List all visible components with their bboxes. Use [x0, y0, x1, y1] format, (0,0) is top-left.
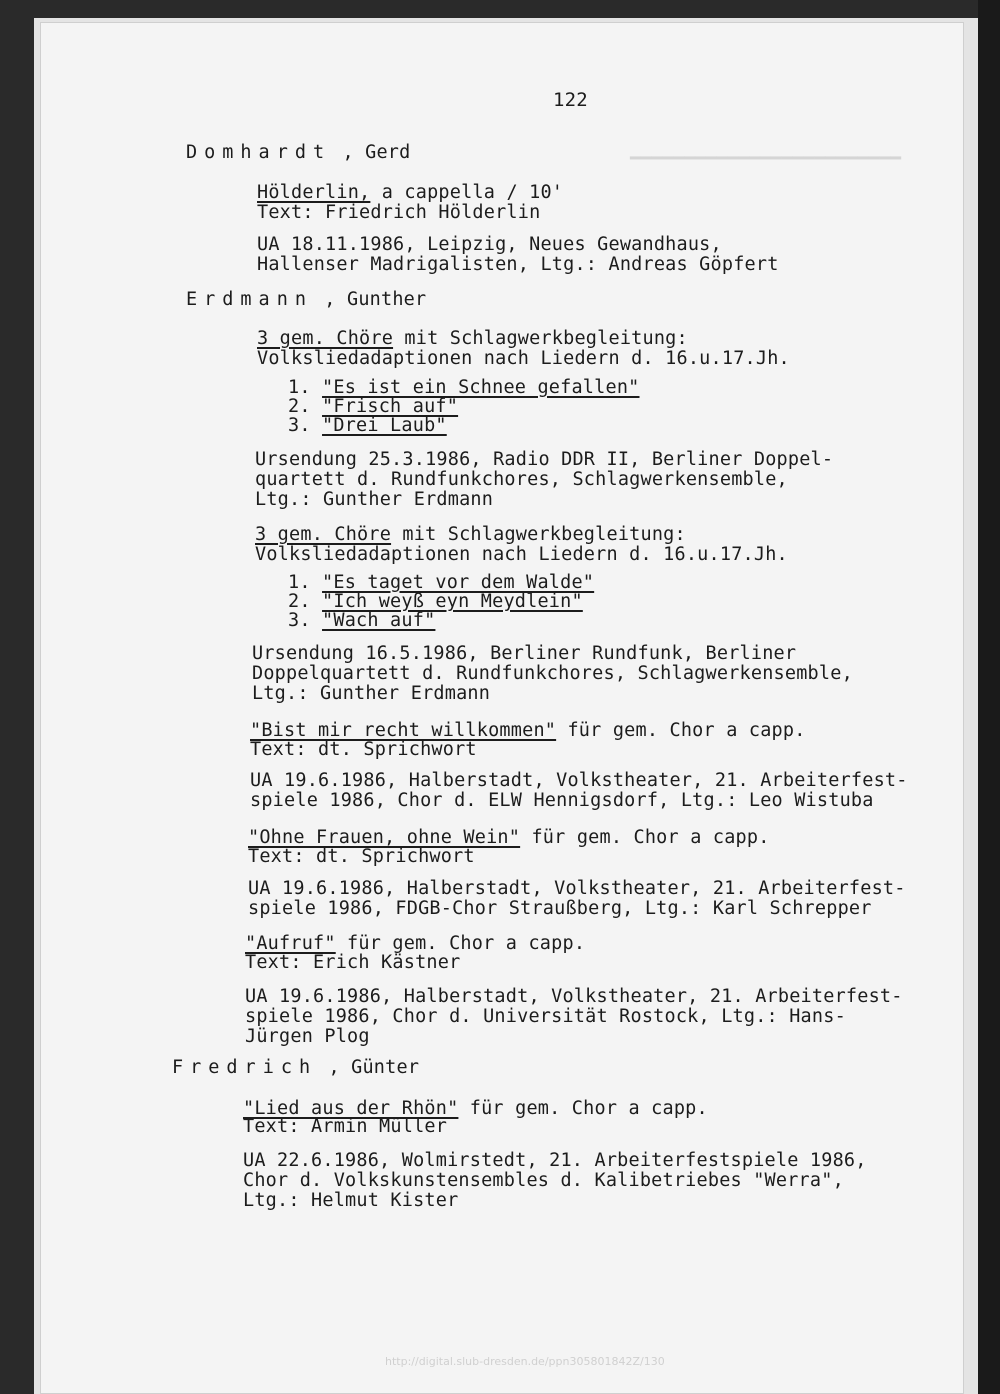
work-title-suffix: für gem. Chor a capp.: [335, 933, 586, 954]
premiere-line: quartett d. Rundfunkchores, Schlagwerkensemble,: [255, 469, 788, 490]
premiere-line: UA 18.11.1986, Leipzig, Neues Gewandhaus,: [257, 234, 722, 255]
item-number: 2.: [288, 591, 311, 612]
composer-given: Gerd: [365, 142, 411, 163]
source-url: http://digital.slub-dresden.de/ppn305801842Z/130: [385, 1355, 665, 1368]
text-credit: Text: dt. Sprichwort: [248, 846, 475, 867]
work-title: "Aufruf": [245, 933, 336, 954]
text-credit: Text: Friedrich Hölderlin: [257, 202, 541, 223]
composer-heading: Fredrich , Günter: [172, 1057, 420, 1078]
list-item: [288, 573, 594, 593]
item-title: "Frisch auf": [322, 396, 459, 417]
composer-heading: Erdmann , Gunther: [186, 289, 427, 310]
list-item: [288, 611, 435, 631]
premiere-line: Ltg.: Gunther Erdmann: [255, 489, 494, 510]
premiere-line: Chor d. Volkskunstensembles d. Kalibetriebes "Werra",: [243, 1170, 844, 1191]
item-number: 3.: [288, 415, 311, 436]
list-item: [288, 592, 583, 612]
item-number: 1.: [288, 572, 311, 593]
premiere-line: UA 19.6.1986, Halberstadt, Volkstheater, 21. Arbeiterfest-: [248, 878, 906, 899]
composer-given: Günter: [351, 1057, 420, 1078]
item-title: "Drei Laub": [322, 415, 447, 436]
work-title: Hölderlin,: [257, 182, 371, 203]
item-number: 3.: [288, 610, 311, 631]
premiere-line: Ursendung 16.5.1986, Berliner Rundfunk, Berliner: [252, 643, 797, 664]
premiere-line: Jürgen Plog: [245, 1026, 370, 1047]
premiere-line: UA 22.6.1986, Wolmirstedt, 21. Arbeiterfestspiele 1986,: [243, 1150, 867, 1171]
work-title-suffix: für gem. Chor a capp.: [556, 720, 806, 741]
work-title-suffix: a cappella / 10': [370, 182, 564, 203]
premiere-line: spiele 1986, FDGB-Chor Straußberg, Ltg.: Karl Schrepper: [248, 898, 872, 919]
composer-heading: Domhardt , Gerd: [186, 142, 411, 163]
premiere-line: UA 19.6.1986, Halberstadt, Volkstheater, 21. Arbeiterfest-: [245, 986, 903, 1007]
work-title: "Ohne Frauen, ohne Wein": [248, 827, 521, 848]
work-title: "Lied aus der Rhön": [243, 1098, 459, 1119]
premiere-line: spiele 1986, Chor d. ELW Hennigsdorf, Ltg.: Leo Wistuba: [250, 790, 874, 811]
premiere-line: Ltg.: Helmut Kister: [243, 1190, 459, 1211]
list-item: [288, 397, 458, 417]
composer-given: Gunther: [346, 289, 427, 310]
work-subtitle: Volksliedadaptionen nach Liedern d. 16.u.17.Jh.: [255, 544, 788, 565]
work-subtitle: Volksliedadaptionen nach Liedern d. 16.u.17.Jh.: [257, 348, 790, 369]
composer-surname: Erdmann: [186, 289, 313, 310]
page-number: 122: [553, 89, 588, 111]
item-title: "Es ist ein Schnee gefallen": [322, 377, 640, 398]
premiere-line: Doppelquartett d. Rundfunkchores, Schlagwerkensemble,: [252, 663, 853, 684]
work-title-suffix: mit Schlagwerkbegleitung:: [391, 524, 686, 545]
list-item: [288, 416, 447, 436]
scan-border: [978, 0, 1000, 1394]
item-title: "Es taget vor dem Walde": [322, 572, 595, 593]
item-number: 2.: [288, 396, 311, 417]
item-number: 1.: [288, 377, 311, 398]
work-title: "Bist mir recht willkommen": [250, 720, 557, 741]
work-title-line: [250, 721, 806, 741]
work-title-suffix: für gem. Chor a capp.: [520, 827, 770, 848]
work-title-line: [257, 183, 563, 203]
item-title: "Wach auf": [322, 610, 436, 631]
work-title-suffix: mit Schlagwerkbegleitung:: [393, 328, 688, 349]
text-credit: Text: dt. Sprichwort: [250, 739, 477, 760]
work-title-line: [245, 934, 585, 954]
work-title: 3 gem. Chöre: [257, 328, 394, 349]
premiere-line: Ltg.: Gunther Erdmann: [252, 683, 491, 704]
premiere-line: spiele 1986, Chor d. Universität Rostock, Ltg.: Hans-: [245, 1006, 846, 1027]
premiere-line: Hallenser Madrigalisten, Ltg.: Andreas Göpfert: [257, 254, 779, 275]
text-credit: Text: Armin Müller: [243, 1116, 448, 1137]
work-title-line: [257, 329, 688, 349]
work-title-suffix: für gem. Chor a capp.: [458, 1098, 708, 1119]
composer-surname: Domhardt: [186, 142, 332, 163]
composer-surname: Fredrich: [172, 1057, 318, 1078]
work-title-line: [255, 525, 686, 545]
show-through: ━━━━━━━━━━━━━━━━━━━━━━━━━: [630, 148, 901, 169]
work-title-line: [248, 828, 770, 848]
premiere-line: Ursendung 25.3.1986, Radio DDR II, Berliner Doppel-: [255, 449, 834, 470]
list-item: [288, 378, 640, 398]
text-credit: Text: Erich Kästner: [245, 952, 461, 973]
premiere-line: UA 19.6.1986, Halberstadt, Volkstheater, 21. Arbeiterfest-: [250, 770, 908, 791]
item-title: "Ich weyß eyn Meydlein": [322, 591, 583, 612]
work-title: 3 gem. Chöre: [255, 524, 392, 545]
